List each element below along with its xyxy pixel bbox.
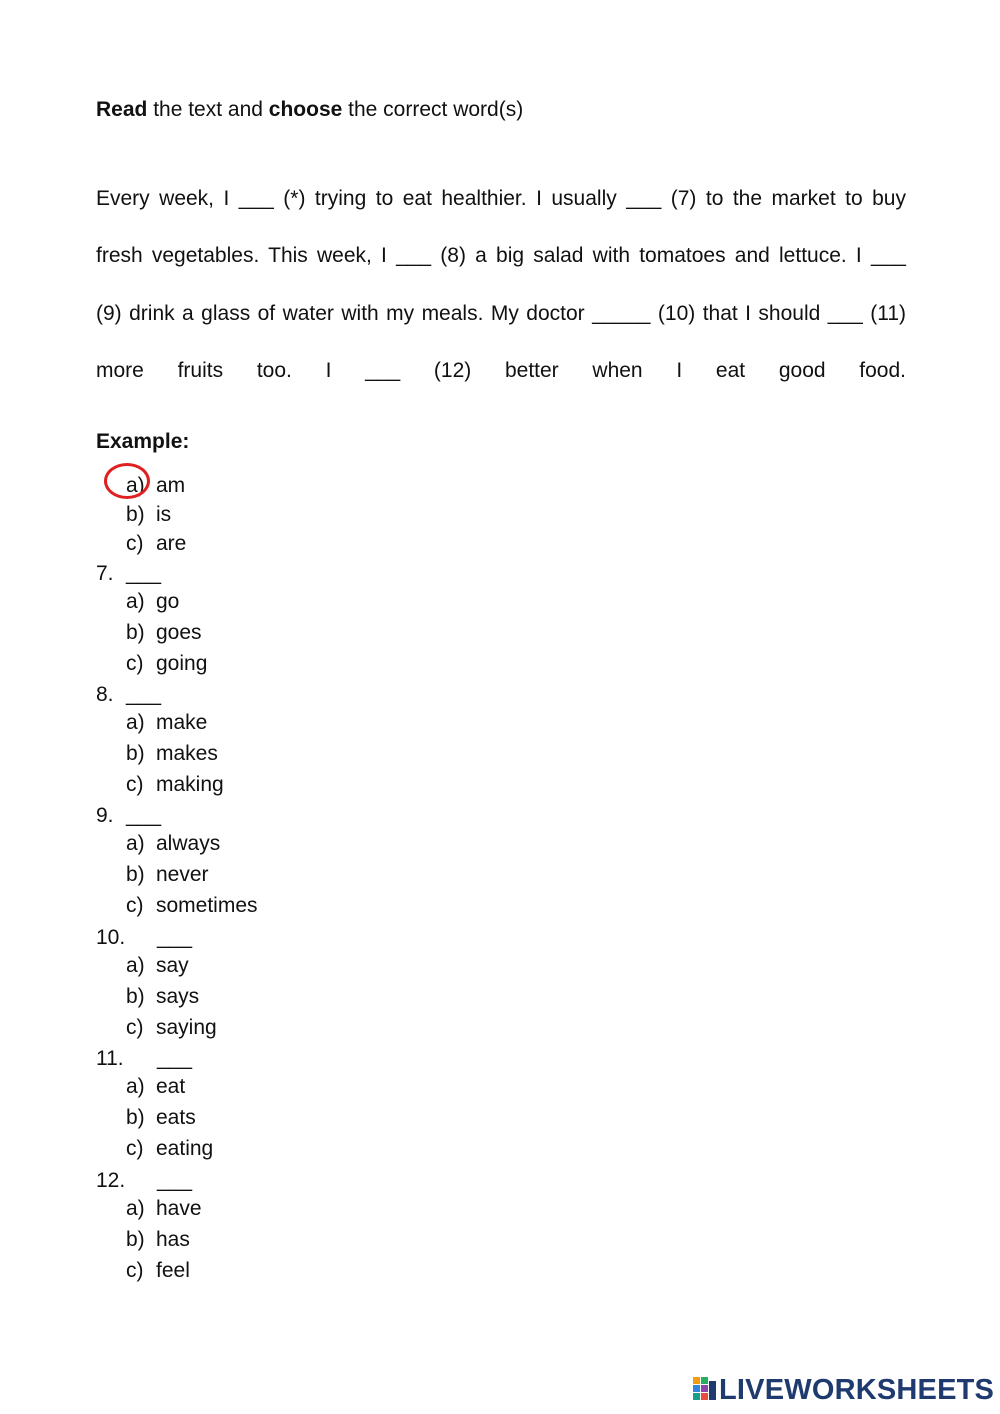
- option-letter[interactable]: b): [126, 1228, 145, 1251]
- liveworksheets-logo: [693, 1373, 994, 1407]
- question-blank: ___: [126, 804, 162, 827]
- instruction-mid: the text and: [147, 98, 269, 121]
- option-letter[interactable]: c): [126, 1137, 144, 1160]
- option-word[interactable]: goes: [156, 621, 202, 644]
- option-letter[interactable]: c): [126, 894, 144, 917]
- question-blank: ___: [157, 1169, 193, 1192]
- option-word[interactable]: saying: [156, 1016, 217, 1039]
- option-letter[interactable]: c): [126, 1016, 144, 1039]
- option-letter[interactable]: b): [126, 742, 145, 765]
- option-word[interactable]: say: [156, 954, 189, 977]
- option-letter[interactable]: c): [126, 773, 144, 796]
- option-letter[interactable]: a): [126, 590, 145, 613]
- option-word[interactable]: go: [156, 590, 180, 613]
- option-word[interactable]: has: [156, 1228, 190, 1251]
- option-word[interactable]: making: [156, 773, 224, 796]
- instruction: [96, 96, 523, 124]
- option-word[interactable]: make: [156, 711, 208, 734]
- option-word[interactable]: sometimes: [156, 894, 258, 917]
- question-number: 9.: [96, 804, 114, 827]
- question-number: 11.: [96, 1047, 124, 1070]
- option-word[interactable]: makes: [156, 742, 218, 765]
- liveworksheets-logo-icon: [693, 1377, 717, 1403]
- question-blank: ___: [126, 562, 162, 585]
- option-word[interactable]: have: [156, 1197, 202, 1220]
- option-word[interactable]: eats: [156, 1106, 196, 1129]
- option-word[interactable]: eating: [156, 1137, 214, 1160]
- option-letter[interactable]: b): [126, 1106, 145, 1129]
- option-word[interactable]: going: [156, 652, 208, 675]
- question-number: 12.: [96, 1169, 126, 1192]
- instruction-end: the correct word(s): [342, 98, 524, 121]
- instruction-verb-choose: choose: [268, 98, 343, 121]
- option-letter[interactable]: b): [126, 621, 145, 644]
- option-word[interactable]: eat: [156, 1075, 186, 1098]
- example-option-word: are: [156, 532, 187, 555]
- option-letter[interactable]: a): [126, 1197, 145, 1220]
- option-letter[interactable]: a): [126, 954, 145, 977]
- question-blank: ___: [126, 683, 162, 706]
- option-letter[interactable]: b): [126, 863, 145, 886]
- example-heading: Example:: [96, 430, 190, 453]
- option-word[interactable]: always: [156, 832, 221, 855]
- option-letter[interactable]: a): [126, 832, 145, 855]
- question-number: 7.: [96, 562, 114, 585]
- question-number: 10.: [96, 926, 126, 949]
- example-option-word: am: [156, 474, 186, 497]
- question-blank: ___: [157, 1047, 193, 1070]
- example-option-letter: b): [126, 503, 145, 526]
- liveworksheets-logo-text: LIVEWORKSHEETS: [719, 1374, 995, 1406]
- instruction-verb-read: Read: [96, 98, 148, 121]
- option-word[interactable]: says: [156, 985, 200, 1008]
- passage-line-2: fresh vegetables. This week, I ___ (8) a big salad with tomatoes and lettuce. I ___: [96, 244, 906, 267]
- passage-line-4: more fruits too. I ___ (12) better when I eat good food.: [96, 359, 906, 382]
- option-word[interactable]: feel: [156, 1259, 190, 1282]
- option-letter[interactable]: c): [126, 1259, 144, 1282]
- example-option-word: is: [156, 503, 172, 526]
- question-number: 8.: [96, 683, 114, 706]
- option-word[interactable]: never: [156, 863, 209, 886]
- selected-answer-circle: [104, 463, 150, 499]
- option-letter[interactable]: a): [126, 1075, 145, 1098]
- question-blank: ___: [157, 926, 193, 949]
- example-option-letter: a): [126, 474, 145, 497]
- option-letter[interactable]: b): [126, 985, 145, 1008]
- option-letter[interactable]: c): [126, 652, 144, 675]
- example-option-letter: c): [126, 532, 144, 555]
- passage-line-1: Every week, I ___ (*) trying to eat healthier. I usually ___ (7) to the market to buy: [96, 187, 906, 210]
- option-letter[interactable]: a): [126, 711, 145, 734]
- passage-line-3: (9) drink a glass of water with my meals. My doctor _____ (10) that I should ___ (11): [96, 302, 906, 325]
